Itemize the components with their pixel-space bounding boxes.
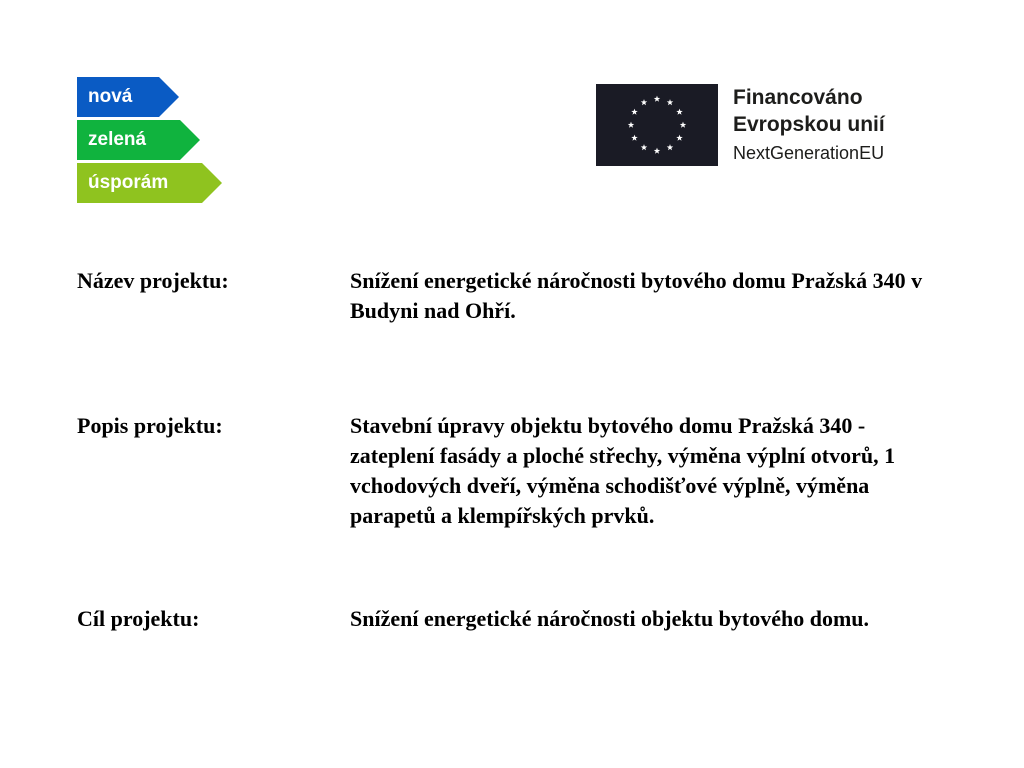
eu-funding-logo <box>596 84 926 168</box>
logo-text-nova: nová <box>88 86 133 107</box>
logo-text-zelena: zelená <box>88 129 147 150</box>
eu-text-evropskou-unii: Evropskou unií <box>733 113 885 136</box>
project-goal-value: Snížení energetické náročnosti objektu bytového domu. <box>350 606 870 631</box>
logo-text-usporam: úsporám <box>88 172 169 193</box>
project-goal-label: Cíl projektu: <box>77 606 200 631</box>
project-name-value: Snížení energetické náročnosti bytového domu Pražská 340 v Budyni nad Ohří. <box>350 268 923 323</box>
logo-bar-zelena <box>77 120 200 160</box>
logo-bar-nova <box>77 77 179 117</box>
project-description-value: Stavební úpravy objektu bytového domu Pražská 340 - zateplení fasády a ploché střechy, výměna výplní otvorů, 1 vchodových dveří, výměna schodišťové výplně, výměna parapetů a klempířských prvků. <box>350 413 896 528</box>
project-description-label: Popis projektu: <box>77 413 223 438</box>
nova-zelena-usporam-logo <box>77 77 227 207</box>
logo-bar-usporam <box>77 163 222 203</box>
project-name-label: Název projektu: <box>77 268 229 293</box>
eu-text-nextgenerationeu: NextGenerationEU <box>733 143 885 163</box>
eu-text-financovano: Financováno <box>733 86 863 109</box>
eu-funding-text <box>733 84 885 168</box>
eu-flag-icon <box>596 84 718 166</box>
